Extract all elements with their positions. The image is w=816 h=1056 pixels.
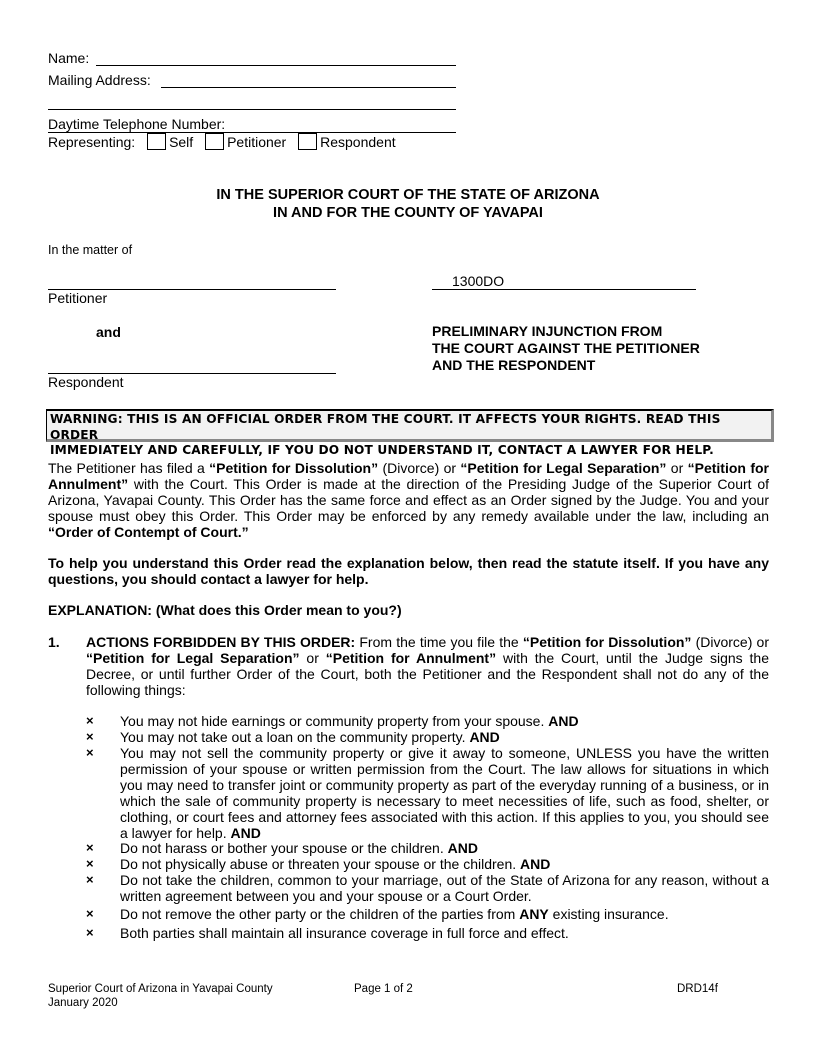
court-caption-line1: IN THE SUPERIOR COURT OF THE STATE OF ARIZONA (216, 187, 600, 203)
respondent-label: Respondent (320, 134, 396, 150)
intro-text: or (666, 460, 688, 476)
section-bold: “Petition for Legal Separation” (86, 650, 300, 666)
intro-bold: “Petition for Annulment” (48, 460, 769, 492)
footer-left (48, 982, 273, 1010)
name-field[interactable] (96, 65, 456, 66)
telephone-row[interactable] (48, 116, 456, 133)
case-number-field[interactable] (432, 273, 696, 290)
bullet-text: Both parties shall maintain all insurance coverage in full force and effect. (120, 925, 569, 941)
x-bullet-icon: × (86, 713, 94, 728)
x-bullet-icon: × (86, 925, 94, 940)
document-title-line1: PRELIMINARY INJUNCTION FROM (432, 323, 663, 339)
intro-bold: “Order of Contempt of Court.” (48, 524, 249, 540)
bullet-text: Do not physically abuse or threaten your spouse or the children. (120, 856, 521, 872)
bullet-text: Do not take the children, common to your marriage, out of the State of Arizona for any reason, without a written agreement between you and your spouse or a Court Order. (120, 872, 769, 904)
bullet-bold: AND (548, 713, 579, 729)
intro-bold: “Petition for Legal Separation” (460, 460, 667, 476)
footer-date: January 2020 (48, 997, 118, 1009)
telephone-label: Daytime Telephone Number: (48, 116, 226, 132)
mailing-address-label: Mailing Address: (48, 72, 151, 88)
bullet-bold: ANY (519, 906, 549, 922)
respondent-checkbox[interactable] (298, 133, 317, 150)
bullet-text: You may not sell the community property or give it away to someone, UNLESS you have the written permission of your spouse or written permission from the Court. The law allows for situations in which you may need to transfer joint or community property as part of the everyday running of a business, or in which the sale of community property is necessary to meet necessities of life, such as food, shelter, or clothing, or court fees and attorney fees associated with this action. If this applies to you, you should see a lawyer for help. (120, 745, 769, 841)
section-text: with the Court, until the Judge signs the Decree, or until further Order of the Court, both the Petitioner and the Respondent shall not do any of the following things: (86, 650, 769, 698)
footer-form-number: DRD14f (677, 983, 718, 995)
bullet-text: Do not harass or bother your spouse or the children. (120, 840, 448, 856)
section-bold: “Petition for Annulment” (325, 650, 497, 666)
section-bold: “Petition for Dissolution” (522, 634, 692, 650)
x-bullet-icon: × (86, 745, 94, 760)
mailing-address-field[interactable] (161, 87, 456, 88)
petitioner-label: Petitioner (227, 134, 287, 150)
section-text: (Divorce) or (691, 634, 769, 650)
court-caption-line2: IN AND FOR THE COUNTY OF YAVAPAI (273, 205, 543, 221)
section-text: or (299, 650, 326, 666)
x-bullet-icon: × (86, 840, 94, 855)
document-title-line3: AND THE RESPONDENT (432, 357, 596, 373)
representing-row (48, 133, 396, 150)
warning-line2: IMMEDIATELY AND CAREFULLY, IF YOU DO NOT UNDERSTAND IT, CONTACT A LAWYER FOR HELP. (50, 443, 714, 457)
self-label: Self (169, 134, 194, 150)
intro-bold: “Petition for Dissolution” (209, 460, 379, 476)
footer-court: Superior Court of Arizona in Yavapai County (48, 983, 273, 995)
petitioner-checkbox[interactable] (205, 133, 224, 150)
bullet-text: Do not remove the other party or the children of the parties from (120, 906, 520, 922)
section-number: 1. (48, 634, 60, 650)
section-text: From the time you file the (355, 634, 523, 650)
bullet-bold: AND (447, 840, 478, 856)
intro-text: (Divorce) or (378, 460, 461, 476)
mailing-address-field-line2[interactable] (48, 109, 456, 110)
bullet-bold: AND (469, 729, 500, 745)
x-bullet-icon: × (86, 872, 94, 887)
respondent-label: Respondent (48, 374, 124, 390)
bullet-bold: AND (230, 825, 261, 841)
x-bullet-icon: × (86, 906, 94, 921)
warning-line1: WARNING: THIS IS AN OFFICIAL ORDER FROM THE COURT. IT AFFECTS YOUR RIGHTS. READ THIS ORDER (50, 412, 721, 442)
document-title (432, 323, 700, 374)
self-checkbox[interactable] (147, 133, 166, 150)
footer-page-number: Page 1 of 2 (354, 983, 413, 995)
section-1-text (86, 634, 769, 698)
name-label: Name: (48, 50, 90, 66)
intro-paragraph (48, 460, 769, 540)
representing-label: Representing: (48, 134, 136, 150)
bullet-text: You may not take out a loan on the community property. (120, 729, 470, 745)
bullet-text: You may not hide earnings or community property from your spouse. (120, 713, 549, 729)
help-paragraph: To help you understand this Order read the explanation below, then read the statute itself. If you have any questions, you should contact a lawyer for help. (48, 555, 769, 587)
warning-box (46, 409, 774, 457)
bullet-text: existing insurance. (548, 906, 669, 922)
document-title-line2: THE COURT AGAINST THE PETITIONER (432, 340, 700, 356)
intro-text: The Petitioner has filed a (48, 460, 210, 476)
x-bullet-icon: × (86, 729, 94, 744)
intro-text: with the Court. This Order is made at the direction of the Presiding Judge of the Superior Court of Arizona, Yavapai County. This Order has the same force and effect as an Order signed by the Judge. You and your spouse must obey this Order. This Order may be enforced by any remedy available under the law, including an (48, 476, 769, 524)
case-number: 1300DO (452, 273, 505, 289)
petitioner-label: Petitioner (48, 290, 108, 306)
x-bullet-icon: × (86, 856, 94, 871)
and-label: and (96, 324, 121, 340)
section-1-heading: ACTIONS FORBIDDEN BY THIS ORDER: (86, 634, 356, 650)
matter-label: In the matter of (48, 243, 133, 257)
explanation-heading: EXPLANATION: (What does this Order mean to you?) (48, 602, 402, 618)
bullet-bold: AND (520, 856, 551, 872)
